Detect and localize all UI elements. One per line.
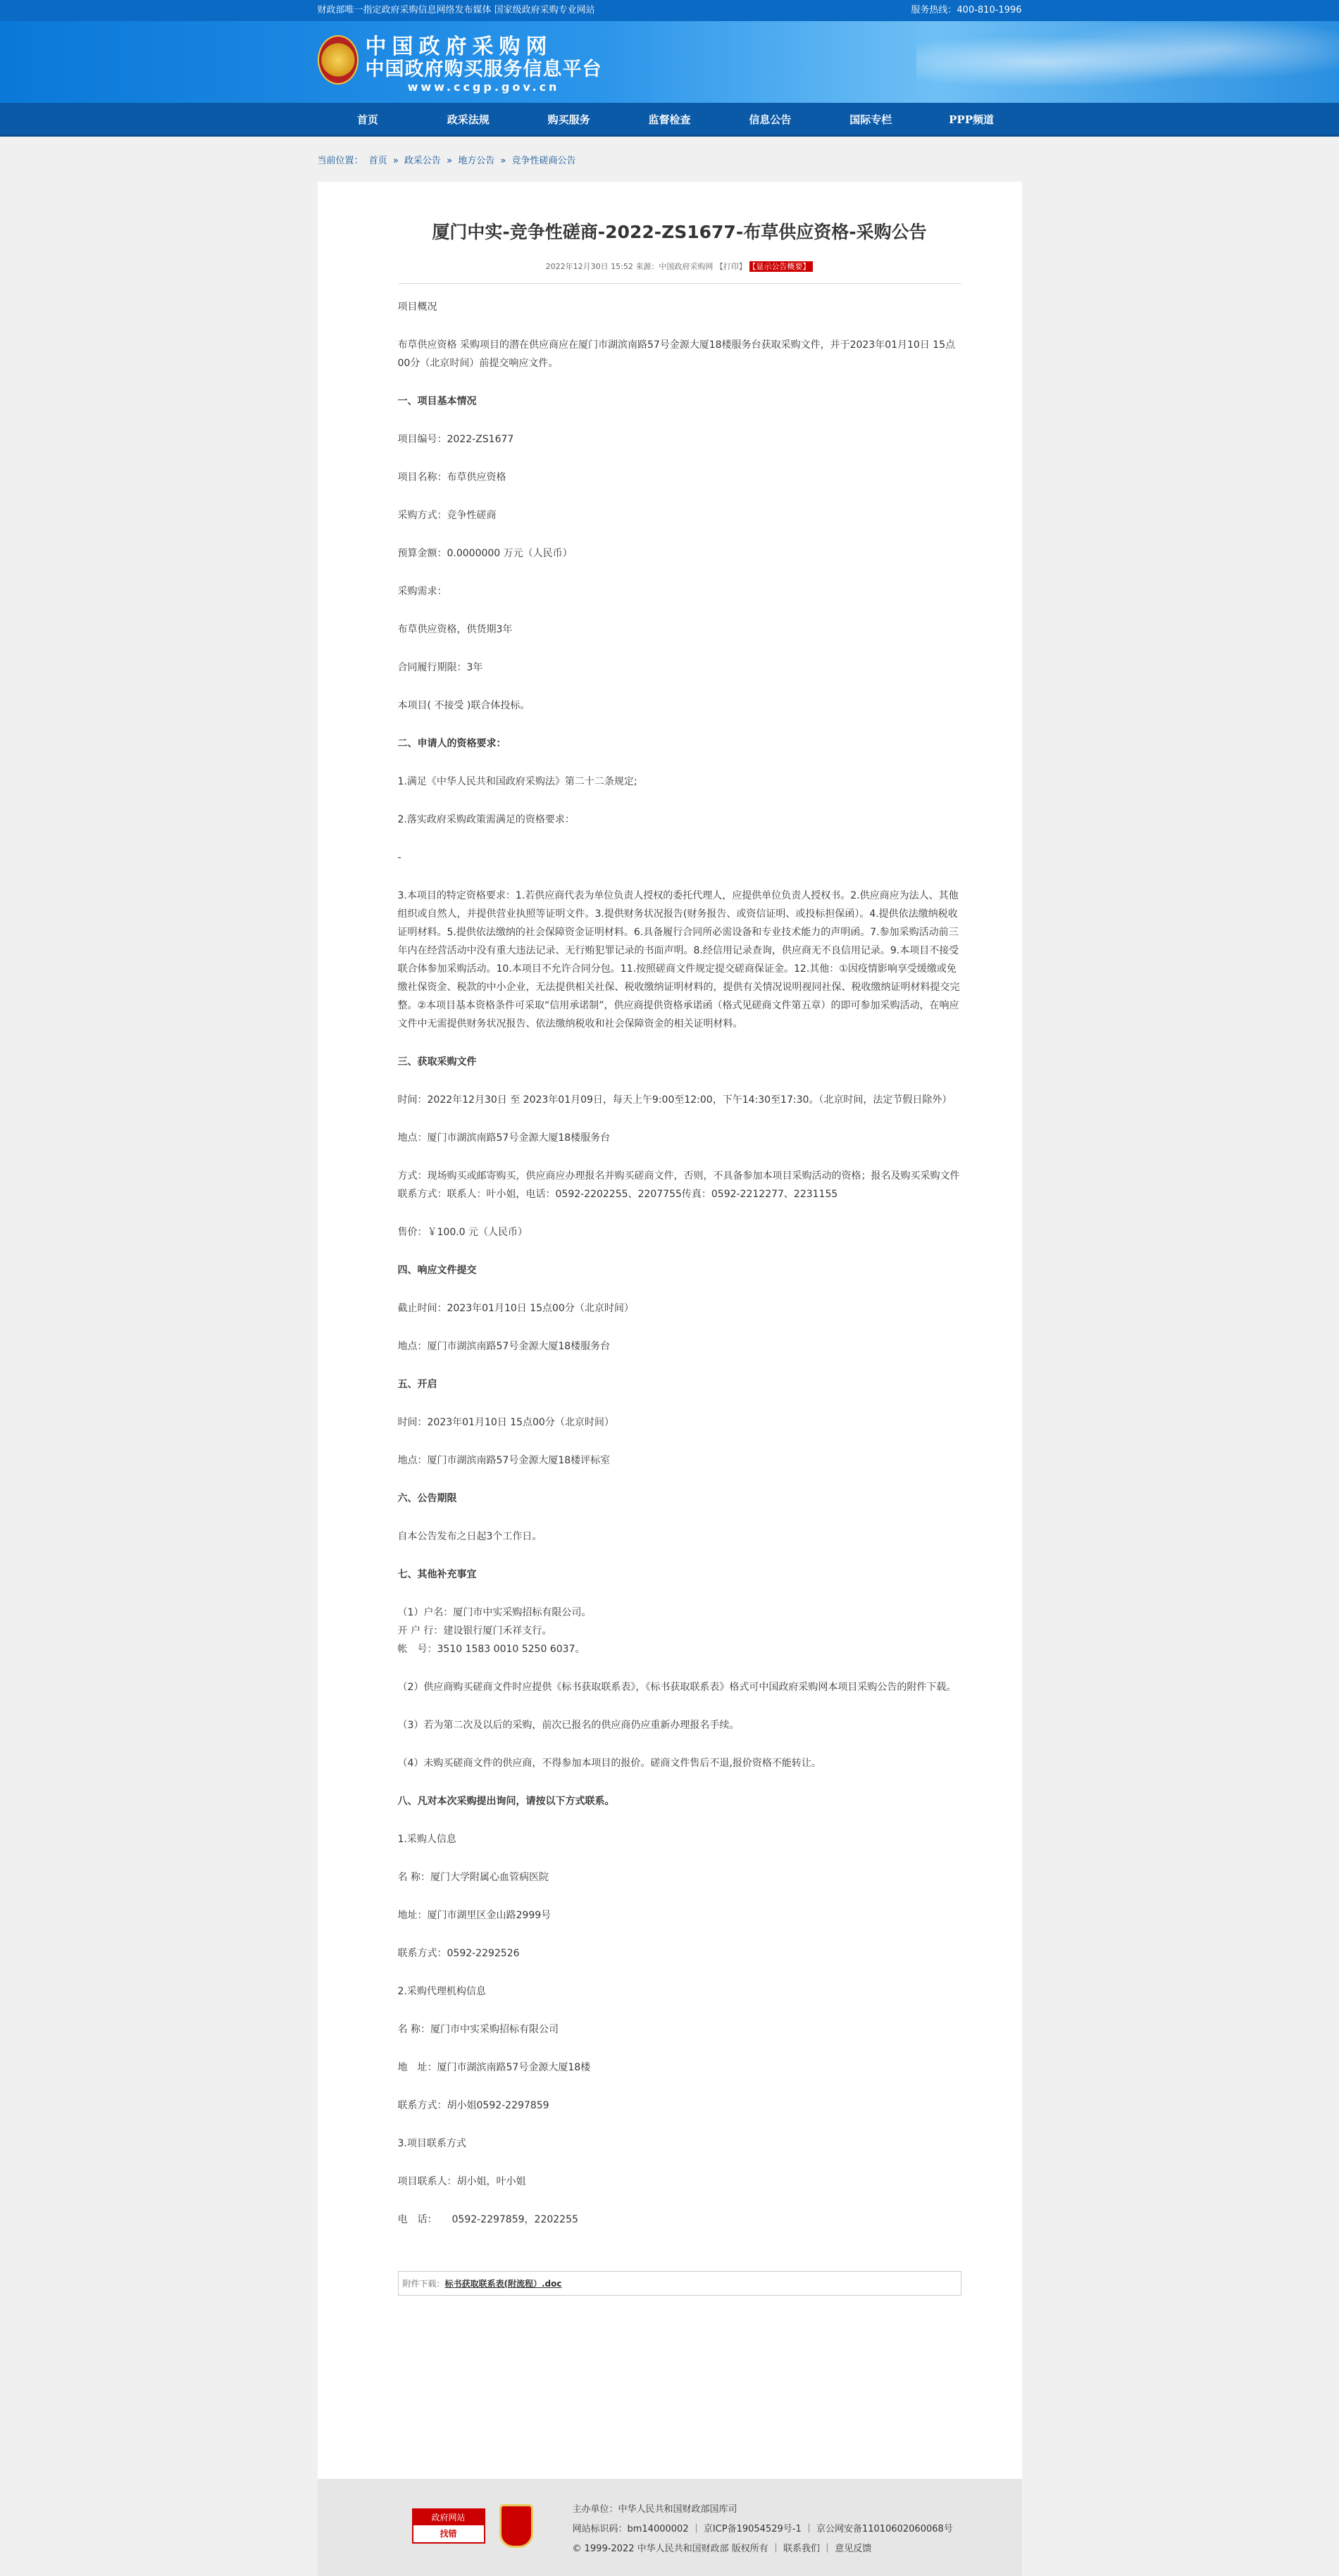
top-bar-slogan: 财政部唯一指定政府采购信息网络发布媒体 国家级政府采购专业网站 [317,5,595,15]
party-gov-badge-icon[interactable] [499,2504,533,2548]
nav-announcements[interactable]: 信息公告 [749,113,792,126]
article-paragraph: （2）供应商购买磋商文件时应提供《标书获取联系表》，《标书获取联系表》格式可中国政府采购网本项目采购公告的附件下载。 [397,1682,957,1693]
article-body [398,298,961,2229]
breadcrumb-label: 当前位置： [317,156,363,166]
site-header [0,21,1339,103]
article-paragraph: 开 户 行：建设银行厦门禾祥支行。 [397,1625,552,1637]
section-heading: 三、获取采购文件 [397,1056,477,1068]
article-paragraph: 地点：厦门市湖滨南路57号金源大厦18楼服务台 [397,1132,611,1144]
article-paragraph: 地址：厦门市湖里区金山路2999号 [397,1910,552,1921]
article-paragraph: - [397,852,401,863]
breadcrumb-sep: » [500,156,506,166]
nav-home[interactable]: 首页 [356,113,378,126]
national-emblem-icon [318,35,359,85]
article-paragraph: 售价：￥100.0 元（人民币） [397,1227,528,1238]
article-paragraph: 截止时间：2023年01月10日 15点00分（北京时间） [397,1303,634,1314]
article-paragraph: 帐 号：3510 1583 0010 5250 6037。 [397,1644,585,1655]
section-heading: 二、申请人的资格要求： [397,738,506,749]
top-bar [0,0,1339,21]
article-paragraph: 地点：厦门市湖滨南路57号金源大厦18楼评标室 [397,1455,611,1466]
article-paragraph: 时间：2023年01月10日 15点00分（北京时间） [397,1417,614,1428]
logo-line1: 中国政府采购网 [365,35,553,59]
attachment-label: 附件下载： [402,2279,445,2289]
article-paragraph: 自本公告发布之日起3个工作日。 [397,1531,542,1542]
article-paragraph: 项目概况 [397,301,437,313]
article-paragraph: 3.本项目的特定资格要求：1.若供应商代表为单位负责人授权的委托代理人，应提供单位负责人授权书。2.供应商应为法人、其他组织或自然人，并提供营业执照等证明文件。3.提供财务状况报告(财务报告、或资信证明、或投标担保函）。4.提供依法缴纳税收证明材料。5.提供依法缴纳的社会保障资金证明材料。6.具备履行合同所必需设备和专业技术能力的声明函。7.参加采购活动前三年内在经营活动中没有重大违法记录、无行贿犯罪记录的书面声明。8.经信用记录查询，供应商无不良信用记录。9.本项目不接受联合体参加采购活动。10.本项目不允许合同分包。11.按照磋商文件规定提交磋商保证金。12.其他：①因疫情影响享受缓缴或免缴社保资金、税款的中小企业，无法提供相关社保、税收缴纳证明材料的，提供有关情况说明视同社保、税收缴纳证明材料提交完整。②本项目基本资格条件可采取“信用承诺制”，供应商提供资格承诺函（格式见磋商文件第五章）的即可参加采购活动，在响应文件中无需提供财务状况报告、依法缴纳税收和社会保障资金的相关证明材料。 [397,890,960,1030]
article-paragraph: 方式：现场购买或邮寄购买，供应商应办理报名并购买磋商文件，否则，不具备参加本项目采购活动的资格；报名及购买采购文件联系方式：联系人：叶小姐，电话：0592-2202255、2207755传真：0592-2212277、2231155 [397,1170,960,1200]
nav-international[interactable]: 国际专栏 [849,113,892,126]
section-heading: 八、凡对本次采购提出询问，请按以下方式联系。 [397,1796,615,1807]
attachment-box [398,2271,961,2296]
article-paragraph: 地 址：厦门市湖滨南路57号金源大厦18楼 [397,2062,591,2073]
article-paragraph: 2.落实政府采购政策需满足的资格要求： [397,814,575,825]
logo-url: www.ccgp.gov.cn [407,80,560,94]
article-container [318,182,1022,2479]
article-paragraph: 布草供应资格，供货期3年 [397,624,513,635]
article-paragraph: 项目编号：2022-ZS1677 [397,434,514,445]
breadcrumb-announcements[interactable]: 政采公告 [404,156,441,166]
show-summary-button[interactable]: 【显示公告概要】 [749,261,814,272]
service-hotline: 服务热线：400-810-1996 [911,5,1022,15]
error-report-label: 找错 [440,2529,457,2539]
article-paragraph: 名 称：厦门大学附属心血管病医院 [397,1872,549,1883]
article-paragraph: 本项目( 不接受 )联合体投标。 [397,700,530,711]
breadcrumb-sep: » [392,156,399,166]
footer-copyright: © 1999-2022 中华人民共和国财政部 版权所有 ｜ 联系我们 ｜ 意见反馈 [572,2544,872,2554]
article-paragraph: （3）若为第二次及以后的采购，前次已报名的供应商仍应重新办理报名手续。 [397,1720,740,1731]
article-paragraph: 时间：2022年12月30日 至 2023年01月09日，每天上午9:00至12:00，下午14:30至17:30。（北京时间，法定节假日除外） [397,1094,952,1106]
article-paragraph: 采购需求： [397,586,447,597]
breadcrumb-sep: » [447,156,453,166]
section-heading: 四、响应文件提交 [397,1265,477,1276]
article-paragraph: 名 称：厦门市中实采购招标有限公司 [397,2024,559,2035]
article-paragraph: （4）未购买磋商文件的供应商，不得参加本项目的报价。磋商文件售后不退,报价资格不能转让。 [397,1758,821,1769]
article-paragraph: 采购方式：竞争性磋商 [397,510,497,521]
breadcrumb [318,137,1022,182]
article-paragraph: 联系方式：胡小姐0592-2297859 [397,2100,549,2111]
article-meta-text: 2022年12月30日 15:52 来源：中国政府采购网 【打印】 [545,262,747,271]
nav-regulations[interactable]: 政采法规 [447,113,490,126]
footer-info [573,2500,953,2559]
footer-sponsor: 主办单位：中华人民共和国财政部国库司 [572,2504,737,2515]
article-paragraph: 合同履行期限：3年 [397,662,483,673]
breadcrumb-local[interactable]: 地方公告 [458,156,495,166]
article-paragraph: 电 话： 0592-2297859，2202255 [397,2214,578,2225]
main-nav [0,103,1339,137]
article-paragraph: 项目联系人：胡小姐，叶小姐 [397,2176,526,2187]
section-heading: 五、开启 [397,1379,437,1390]
logo-line2: 中国政府购买服务信息平台 [365,58,602,80]
site-footer [318,2479,1022,2576]
article-paragraph: 1.采购人信息 [397,1834,456,1845]
gov-site-label: 政府网站 [413,2510,484,2525]
attachment-link[interactable]: 标书获取联系表(附流程）.doc [444,2279,562,2289]
article-paragraph: 2.采购代理机构信息 [397,1986,486,1997]
breadcrumb-current[interactable]: 竞争性磋商公告 [511,156,576,166]
article-title: 厦门中实-竞争性磋商-2022-ZS1677-布草供应资格-采购公告 [432,222,927,242]
article-paragraph: 预算金额：0.0000000 万元（人民币） [397,548,573,559]
article-paragraph: 联系方式：0592-2292526 [397,1948,520,1959]
article-paragraph: 地点：厦门市湖滨南路57号金源大厦18楼服务台 [397,1341,611,1352]
section-heading: 七、其他补充事宜 [397,1569,477,1580]
footer-registration: 网站标识码：bm14000002 ｜ 京ICP备19054529号-1 ｜ 京公网安备11010602060068号 [572,2524,953,2534]
section-heading: 一、项目基本情况 [397,396,477,407]
nav-purchase-services[interactable]: 购买服务 [547,113,590,126]
article-paragraph: （1）户名：厦门市中实采购招标有限公司。 [397,1607,592,1618]
nav-supervision[interactable]: 监督检查 [648,113,691,126]
site-logo[interactable] [366,35,602,94]
article-paragraph: 项目名称：布草供应资格 [397,472,506,483]
article-meta [398,261,961,284]
article-paragraph: 3.项目联系方式 [397,2138,466,2149]
section-heading: 六、公告期限 [397,1493,457,1504]
article-paragraph: 布草供应资格 采购项目的潜在供应商应在厦门市湖滨南路57号金源大厦18楼服务台获取采购文件，并于2023年01月10日 15点00分（北京时间）前提交响应文件。 [397,339,956,369]
nav-ppp[interactable]: PPP频道 [949,113,994,126]
gov-site-error-report-logo[interactable] [412,2508,485,2544]
breadcrumb-home[interactable]: 首页 [368,156,387,166]
article-paragraph: 1.满足《中华人民共和国政府采购法》第二十二条规定; [397,776,637,787]
